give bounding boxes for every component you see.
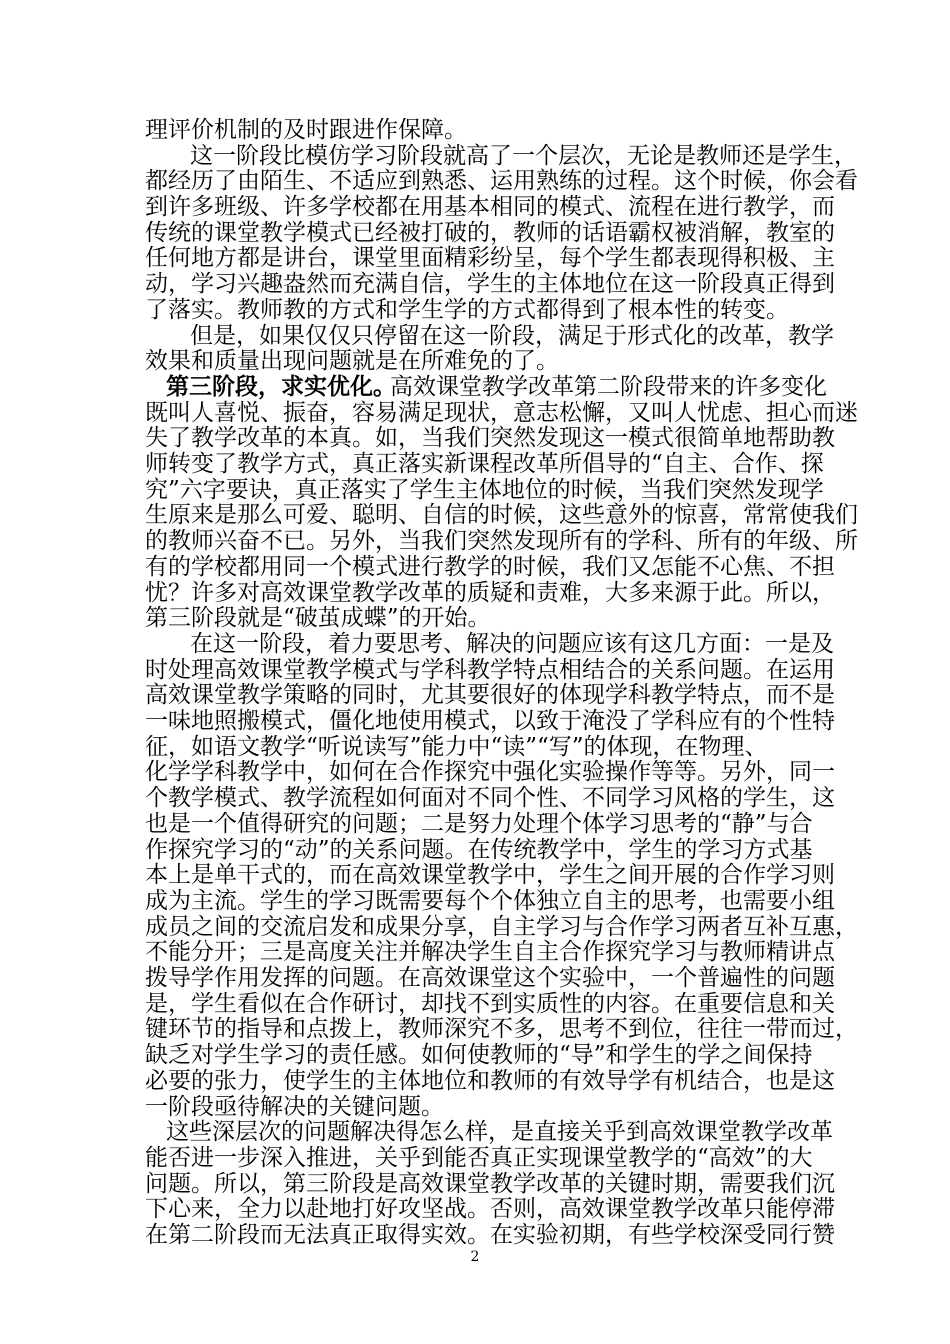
line-text: 都经历了由陌生、不适应到熟悉、运用熟练的过程。这个时候，你会看 bbox=[145, 168, 858, 194]
line-text: 高效课堂教学策略的同时，尤其要很好的体现学科教学特点，而不是 bbox=[145, 682, 835, 708]
line-text: 效果和质量出现问题就是在所难免的了。 bbox=[145, 348, 559, 374]
line-text: 在这一阶段，着力要思考、解决的问题应该有这几方面：一是及 bbox=[190, 631, 834, 657]
page-number: 2 bbox=[470, 1249, 480, 1265]
line-text: 的教师兴奋不已。另外，当我们突然发现所有的学科、所有的年级、所 bbox=[145, 528, 858, 554]
line-text: 成为主流。学生的学习既需要每个个体独立自主的思考，也需要小组 bbox=[145, 888, 835, 914]
line-text: 一味地照搬模式，僵化地使用模式，以致于淹没了学科应有的个性特 bbox=[145, 708, 835, 734]
line-text: 这一阶段比模仿学习阶段就高了一个层次，无论是教师还是学生， bbox=[190, 143, 857, 169]
line-text: 时处理高效课堂教学模式与学科教学特点相结合的关系问题。在运用 bbox=[145, 657, 835, 683]
line-text: 是，学生看似在合作研讨，却找不到实质性的内容。在重要信息和关 bbox=[145, 991, 835, 1017]
line-text: 忧？许多对高效课堂教学改革的质疑和责难，大多来源于此。所以， bbox=[145, 580, 835, 606]
line-text: 拨导学作用发挥的问题。在高效课堂这个实验中，一个普遍性的问题 bbox=[145, 965, 835, 991]
line-text: 这些深层次的问题解决得怎么样，是直接关乎到高效课堂教学改革 bbox=[166, 1119, 833, 1145]
line-text: 但是，如果仅仅只停留在这一阶段，满足于形式化的改革，教学 bbox=[190, 323, 834, 349]
line-text: 了落实。教师教的方式和学生学的方式都得到了根本性的转变。 bbox=[145, 297, 789, 323]
line-text: 问题。所以，第三阶段是高效课堂教学改革的关键时期，需要我们沉 bbox=[145, 1171, 835, 1197]
line-text: 生原来是那么可爱、聪明、自信的时候，这些意外的惊喜，常常使我们 bbox=[145, 502, 858, 528]
line-text: 在第二阶段而无法真正取得实效。在实验初期，有些学校深受同行赞 bbox=[145, 1222, 835, 1248]
text-line bbox=[0, 1218, 950, 1252]
line-text: 师转变了教学方式，真正落实新课程改革所倡导的“自主、合作、探 bbox=[145, 451, 824, 477]
line-text: 究”六字要诀，真正落实了学生主体地位的时候，当我们突然发现学 bbox=[145, 477, 824, 503]
line-text: 作探究学习的“动”的关系问题。在传统教学中，学生的学习方式基 bbox=[145, 837, 813, 863]
line-text: 征，如语文教学“听说读写”能力中“读”“写”的体现，在物理、 bbox=[145, 734, 768, 760]
line-text: 也是一个值得研究的问题；二是努力处理个体学习思考的“静”与合 bbox=[145, 811, 813, 837]
line-text: 本上是单干式的，而在高效课堂教学中，学生之间开展的合作学习则 bbox=[145, 862, 835, 888]
line-text: 传统的课堂教学模式已经被打破的，教师的话语霸权被消解，教室的 bbox=[145, 220, 835, 246]
section-heading: 第三阶段，求实优化。 bbox=[166, 373, 396, 400]
line-text: 动，学习兴趣盎然而充满自信，学生的主体地位在这一阶段真正得到 bbox=[145, 271, 835, 297]
line-text: 高效课堂教学改革第二阶段带来的许多变化 bbox=[390, 374, 827, 400]
line-text: 成员之间的交流启发和成果分享，自主学习与合作学习两者互补互惠， bbox=[145, 914, 858, 940]
line-text: 键环节的指导和点拨上，教师深究不多，思考不到位，往往一带而过， bbox=[145, 1016, 858, 1042]
line-text: 第三阶段就是“破茧成蝶”的开始。 bbox=[145, 605, 491, 631]
line-text: 能否进一步深入推进，关乎到能否真正实现课堂教学的“高效”的大 bbox=[145, 1145, 813, 1171]
line-text: 个教学模式、教学流程如何面对不同个性、不同学习风格的学生，这 bbox=[145, 785, 835, 811]
line-text: 任何地方都是讲台，课堂里面精彩纷呈，每个学生都表现得积极、主 bbox=[145, 245, 835, 271]
line-text: 不能分开；三是高度关注并解决学生自主合作探究学习与教师精讲点 bbox=[145, 939, 835, 965]
line-text: 化学学科教学中，如何在合作探究中强化实验操作等等。另外，同一 bbox=[145, 759, 835, 785]
line-text: 到许多班级、许多学校都在用基本相同的模式、流程在进行教学，而 bbox=[145, 194, 835, 220]
line-text: 缺乏对学生学习的责任感。如何使教师的“导”和学生的学之间保持 bbox=[145, 1042, 813, 1068]
line-text: 既叫人喜悦、振奋，容易满足现状，意志松懈，又叫人忧虑、担心而迷 bbox=[145, 400, 858, 426]
line-text: 有的学校都用同一个模式进行教学的时候，我们又怎能不心焦、不担 bbox=[145, 554, 835, 580]
line-text: 失了教学改革的本真。如，当我们突然发现这一模式很简单地帮助教 bbox=[145, 425, 835, 451]
line-text: 必要的张力，使学生的主体地位和教师的有效导学有机结合，也是这 bbox=[145, 1068, 835, 1094]
line-text: 一阶段亟待解决的关键问题。 bbox=[145, 1094, 444, 1120]
line-text: 下心来，全力以赴地打好攻坚战。否则，高效课堂教学改革只能停滞 bbox=[145, 1196, 835, 1222]
line-text: 理评价机制的及时跟进作保障。 bbox=[145, 117, 467, 143]
